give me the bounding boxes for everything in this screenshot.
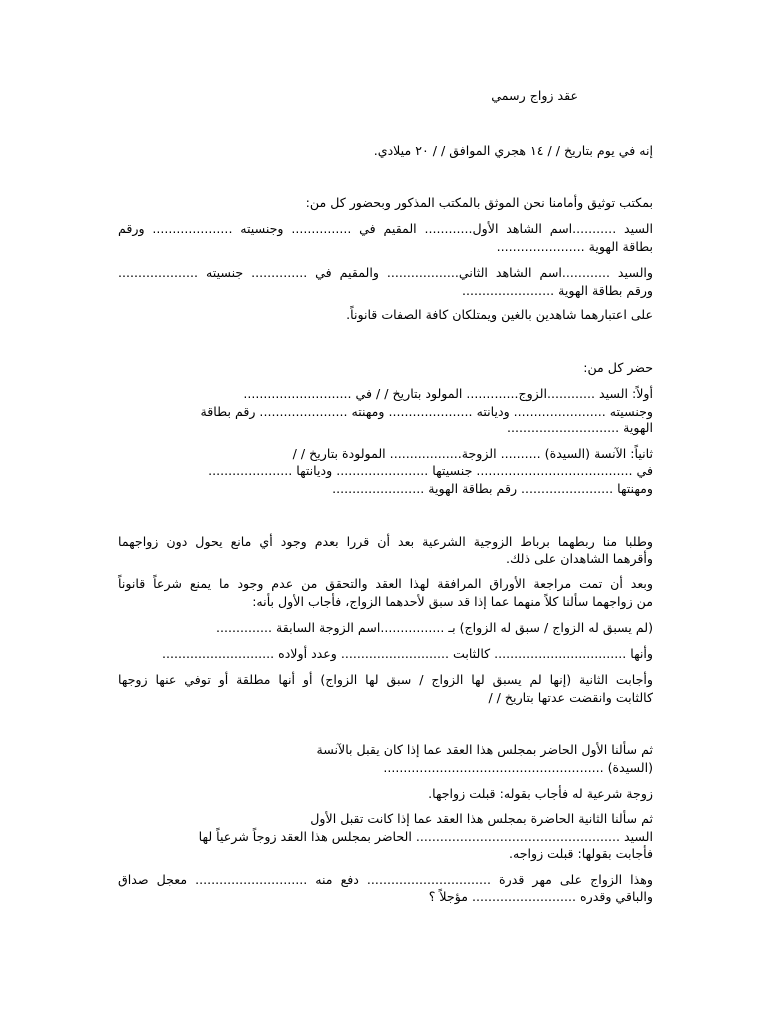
groom-line2: وجنسيته ....................... وديانته ..................... ومهنته ...................... رقم بطاقة — [200, 404, 653, 419]
first-answer: (لم يسبق له الزواج / سبق له الزواج) بـ ................اسم الزوجة السابقة .............. — [215, 620, 653, 635]
document-title: عقد زواج رسمي — [491, 88, 578, 103]
request-line2: وأقرهما الشاهدان على ذلك. — [506, 551, 653, 566]
contract-document — [118, 0, 653, 1024]
witness2-line2: ورقم بطاقة الهوية ....................... — [462, 283, 653, 298]
dowry-line1: وهذا الزواج على مهر قدرة ............................... دفع منه ............................ معجل صداق — [118, 872, 653, 887]
witness2-line1: والسيد ............اسم الشاهد الثاني.................. والمقيم في .............. جنسيته .................... — [118, 265, 653, 280]
bride-line1: ثانياً: الآنسة (السيدة) .......... الزوجة.................. المولودة بتاريخ / / — [292, 446, 653, 461]
ask-second-line3: فأجابت بقولها: قبلت زواجه. — [508, 846, 653, 861]
bride-line2: في ....................................... جنسيتها ....................... وديانتها ..................... — [208, 463, 653, 478]
witness1-line2: بطاقة الهوية ...................... — [496, 239, 653, 254]
groom-line1: أولاً: السيد ............الزوج............. المولود بتاريخ / / في ........................... — [243, 386, 653, 401]
present-heading: حضر كل من: — [583, 360, 653, 375]
ask-first-line2: (السيدة) ....................................................... — [383, 760, 653, 775]
ask-second-line1: ثم سألنا الثانية الحاضرة بمجلس هذا العقد عما إذا كانت تقبل الأول — [310, 811, 653, 826]
witnesses-note: على اعتبارهما شاهدين بالغين ويمتلكان كافة الصفات قانوناً. — [346, 307, 653, 322]
request-line1: وطلبا منا ربطهما برباط الزوجية الشرعية بعد أن قررا بعدم وجود أي مانع يحول دون زواجهما — [118, 534, 653, 549]
second-answer-line2: كالثابت وانقضت عدتها بتاريخ / / — [488, 690, 653, 705]
ask-second-line2: السيد ................................................... الحاضر بمجلس هذا العقد زوجاً شرعياً لها — [198, 829, 653, 844]
first-answer-children: وأنها ................................. كالثابت ........................... وعدد أولاده ............................ — [162, 646, 653, 661]
second-answer-line1: وأجابت الثانية (إنها لم يسبق لها الزواج / سبق لها الزواج) أو أنها مطلقة أو توفي عنها زوجها — [118, 672, 653, 687]
date-line: إنه في يوم بتاريخ / / ١٤ هجري الموافق / / ٢٠ ميلادي. — [373, 143, 653, 158]
office-line: بمكتب توثيق وأمامنا نحن الموثق بالمكتب المذكور وبحضور كل من: — [305, 195, 653, 210]
ask-first-line1: ثم سألنا الأول الحاضر بمجلس هذا العقد عما إذا كان يقبل بالآنسة — [316, 742, 653, 757]
dowry-line2: والباقي وقدره .......................... مؤجلاً ؟ — [428, 889, 653, 904]
review-line2: من زواجهما سألنا كلاً منهما عما إذا قد سبق لأحدهما الزواج، فأجاب الأول بأنه: — [252, 594, 653, 609]
bride-line3: ومهنتها ....................... رقم بطاقة الهوية ....................... — [332, 481, 653, 496]
review-line1: وبعد أن تمت مراجعة الأوراق المرافقة لهذا العقد والتحقق من عدم وجود ما يمنع شرعاً قانوناً — [118, 576, 653, 591]
groom-line3: الهوية ............................ — [507, 420, 653, 435]
witness1-line1: السيد ...........اسم الشاهد الأول............ المقيم في ............... وجنسيته .................... ورقم — [118, 221, 653, 236]
first-accept: زوجة شرعية له فأجاب بقوله: قبلت زواجها. — [428, 786, 653, 801]
